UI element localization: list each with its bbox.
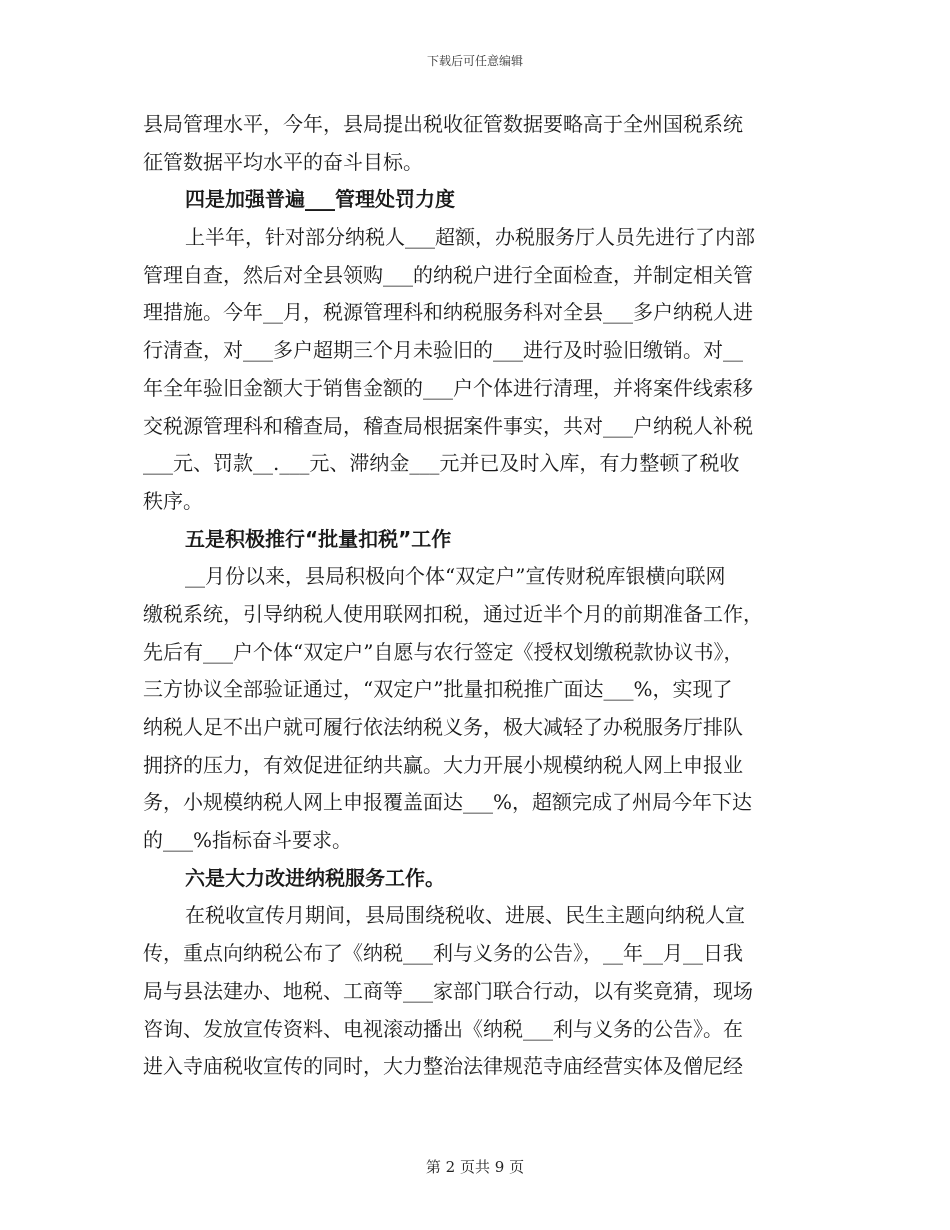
text-line: 在税收宣传月期间，县局围绕税收、进展、民生主题向纳税人宣 [185,903,745,928]
text-line: 纳税人足不出户就可履行依法纳税义务，极大减轻了办税服务厅排队 [143,715,743,739]
text-line: 行清查，对___多户超期三个月未验旧的___进行及时验旧缴销。对__ [143,338,743,363]
text-line: 咨询、发放宣传资料、电视滚动播出《纳税___利与义务的公告》。在 [143,1016,743,1041]
page-footer: 第 2 页共 9 页 [425,1158,525,1176]
text-line: 征管数据平均水平的奋斗目标。 [143,149,423,174]
text-line: 先后有___户个体“双定户”自愿与农行签定《授权划缴税款协议书》， [143,639,744,664]
page-header: 下载后可任意编辑 [426,54,523,68]
text-line: 拥挤的压力，有效促进征纳共赢。大力开展小规模纳税人网上申报业 [143,752,743,777]
text-line: 县局管理水平，今年，县局提出税收征管数据要略高于全州国税系统 [143,112,743,136]
text-line: __月份以来，县局积极向个体“双定户”宣传财税库银横向联网 [185,564,726,589]
text-line: 务，小规模纳税人网上申报覆盖面达___%，超额完成了州局今年下达 [143,790,753,815]
text-line: 管理自查，然后对全县领购___的纳税户进行全面检查，并制定相关管 [143,262,753,287]
text-line: 进入寺庙税收宣传的同时，大力整治法律规范寺庙经营实体及僧尼经 [143,1054,743,1079]
section-heading: 四是加强普遍___管理处罚力度 [185,187,455,212]
section-heading: 五是积极推行“批量扣税”工作 [185,526,452,551]
text-line: 缴税系统，引导纳税人使用联网扣税，通过近半个月的前期准备工作， [143,601,763,626]
document-body [143,106,807,1086]
text-line: 年全年验旧金额大于销售金额的___户个体进行清理，并将案件线索移 [143,375,753,400]
section-heading: 六是大力改进纳税服务工作。 [185,865,445,890]
text-line: ___元、罚款__.___元、滞纳金___元并已及时入库，有力整顿了税收 [143,451,740,476]
text-line: 上半年，针对部分纳税人___超额，办税服务厅人员先进行了内部 [185,225,755,250]
text-line: 局与县法建办、地税、工商等___家部门联合行动，以有奖竟猜，现场 [143,978,753,1003]
text-line: 秩序。 [143,488,203,513]
text-line: 传，重点向纳税公布了《纳税___利与义务的公告》，__年__月__日我 [143,941,743,966]
text-line: 三方协议全部验证通过，“双定户”批量扣税推广面达___%，实现了 [143,677,733,702]
text-line: 的___%指标奋斗要求。 [143,828,353,853]
text-line: 交税源管理科和稽查局，稽查局根据案件事实，共对___户纳税人补税 [143,413,753,438]
text-line: 理措施。今年__月，税源管理科和纳税服务科对全县___多户纳税人进 [143,300,753,325]
